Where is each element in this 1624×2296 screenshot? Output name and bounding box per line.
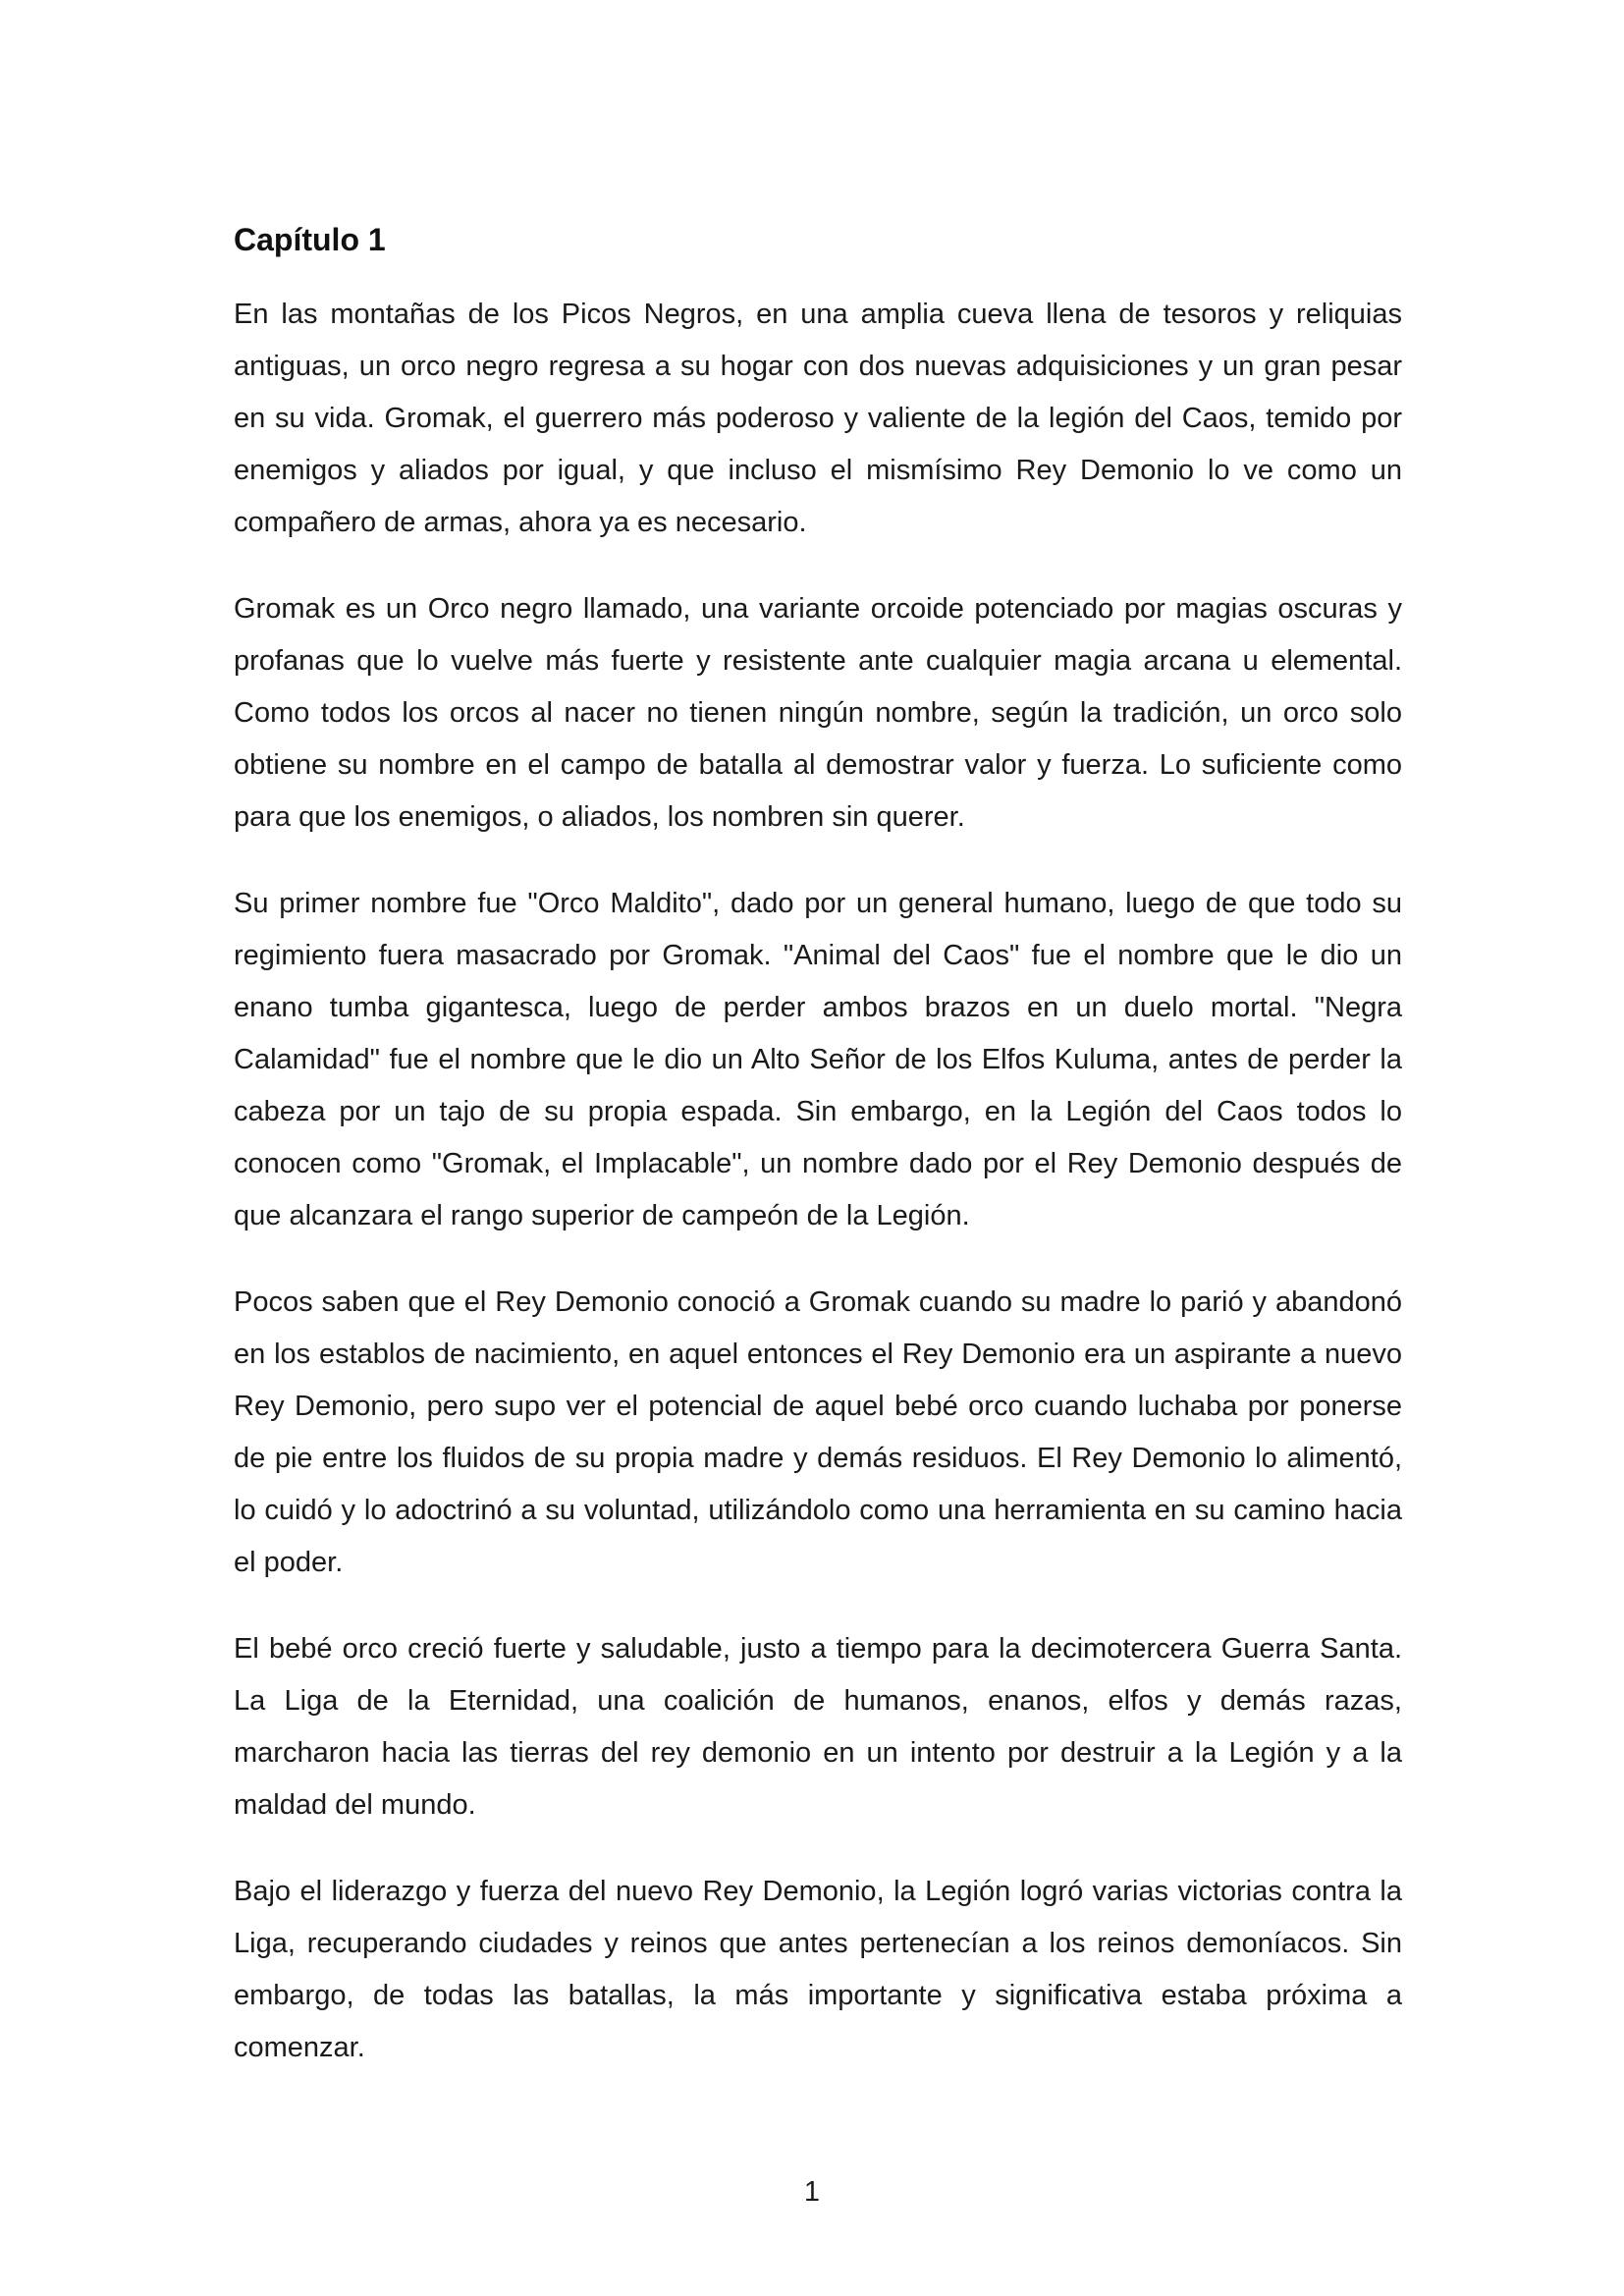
paragraph: Su primer nombre fue "Orco Maldito", dado por un general humano, luego de que todo su regimiento fuera masacrado por Gromak. "Animal del Caos" fue el nombre que le dio un enano tumba gigantesca, luego de perder ambos brazos en un duelo mortal. "Negra Calamidad" fue el nombre que le dio un Alto Señor de los Elfos Kuluma, antes de perder la cabeza por un tajo de su propia espada. Sin embargo, en la Legión del Caos todos lo conocen como "Gromak, el Implacable", un nombre dado por el Rey Demonio después de que alcanzara el rango superior de campeón de la Legión. — [234, 888, 1402, 1231]
page-number: 1 — [803, 2176, 821, 2208]
paragraph: Bajo el liderazgo y fuerza del nuevo Rey Demonio, la Legión logró varias victorias contra la Liga, recuperando ciudades y reinos que antes pertenecían a los reinos demoníacos. Sin embargo, de todas las batallas, la más importante y significativa estaba próxima a comenzar. — [234, 1876, 1402, 2063]
paragraph: El bebé orco creció fuerte y saludable, justo a tiempo para la decimotercera Guerra Santa. La Liga de la Eternidad, una coalición de humanos, enanos, elfos y demás razas, marcharon hacia las tierras del rey demonio en un intento por destruir a la Legión y a la maldad del mundo. — [234, 1633, 1402, 1821]
paragraph: En las montañas de los Picos Negros, en una amplia cueva llena de tesoros y reliquias antiguas, un orco negro regresa a su hogar con dos nuevas adquisiciones y un gran pesar en su vida. Gromak, el guerrero más poderoso y valiente de la legión del Caos, temido por enemigos y aliados por igual, y que incluso el mismísimo Rey Demonio lo ve como un compañero de armas, ahora ya es necesario. — [234, 299, 1402, 538]
paragraph: Gromak es un Orco negro llamado, una variante orcoide potenciado por magias oscuras y profanas que lo vuelve más fuerte y resistente ante cualquier magia arcana u elemental. Como todos los orcos al nacer no tienen ningún nombre, según la tradición, un orco solo obtiene su nombre en el campo de batalla al demostrar valor y fuerza. Lo suficiente como para que los enemigos, o aliados, los nombren sin querer. — [234, 593, 1402, 833]
paragraph: Pocos saben que el Rey Demonio conoció a Gromak cuando su madre lo parió y abandonó en los establos de nacimiento, en aquel entonces el Rey Demonio era un aspirante a nuevo Rey Demonio, pero supo ver el potencial de aquel bebé orco cuando luchaba por ponerse de pie entre los fluidos de su propia madre y demás residuos. El Rey Demonio lo alimentó, lo cuidó y lo adoctrinó a su voluntad, utilizándolo como una herramienta en su camino hacia el poder. — [234, 1286, 1402, 1578]
page-content — [234, 218, 1402, 2108]
chapter-title: Capítulo 1 — [234, 222, 386, 257]
